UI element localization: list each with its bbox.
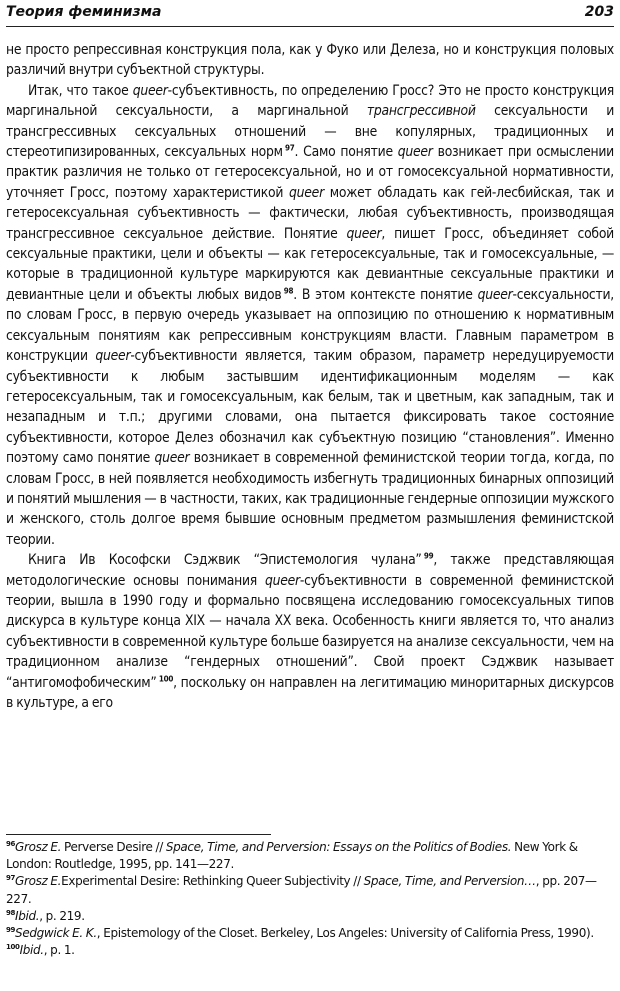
footnote-author: Ibid. (15, 908, 40, 923)
footnote-number: 100 (6, 943, 20, 952)
footnote-author: Grosz E. (15, 874, 62, 889)
footnote-author: Sedgwick E. K. (15, 926, 97, 941)
text-run: -сексуальности, по словам Гросс, в первую очередь указывает на оппозицию по отношению к нормативным сексуальным понятиям как репрессивным конструкциям власти. Главным параметром в конструкции (6, 286, 614, 365)
italic-term: queer (132, 82, 168, 99)
paragraph-2 (6, 81, 614, 550)
paragraph-3 (6, 550, 614, 713)
footnote-98 (6, 908, 614, 925)
text-run: Итак, что такое (28, 82, 133, 99)
footnote-number: 99 (6, 926, 16, 935)
footnote-96 (6, 839, 614, 873)
footnote-99 (6, 925, 614, 942)
italic-term: queer (346, 225, 382, 242)
text-run: Книга Ив Кософски Сэджвик “Эпистемология чулана” (28, 552, 422, 569)
text-run: , поскольку он направлен на легитимацию миноритарных дискурсов в культуре, а его (6, 674, 614, 711)
text-run: -субъективности в современной феминистской теории, вышла в 1990 году и формально посвящена исследованию гомосексуальных типов дискурса в культуре конца XIX — начала XX века. Особенность книги является то, что анализ субъективности в современной культуре больше базируется на анализе сексуальности, чем на традиционном анализе “гендерных отношений”. Свой проект Сэджвик называет “антигомофобическим” (6, 572, 614, 691)
footnote-97 (6, 873, 614, 907)
text-run: возникает в современной феминистской теории тогда, когда, по словам Гросс, в ней появляется необходимость избегнуть традиционных бинарных оппозиций и понятий мышления — в частности, таких, как традиционные гендерные оппозиции мужского и женского, столь долгое время бывшие основным предметом размышления феминистской теории. (6, 450, 614, 548)
footnote-number: 96 (6, 840, 16, 848)
text-run: , также представляющая методологические основы понимания (6, 552, 614, 589)
text-run: не просто репрессивная конструкция пола, как у Фуко или Делеза, но и конструкция половых различий внутри субъектной структуры. (6, 42, 614, 79)
footnotes (6, 839, 614, 959)
footnote-source-title: Space, Time, and Perversion… (363, 874, 536, 889)
text-run: Experimental Desire: Rethinking Queer Subjectivity // (61, 874, 364, 889)
footnote-number: 97 (6, 874, 16, 883)
footnote-ref[interactable]: 98 (283, 286, 294, 296)
text-run: может обладать как гей-лесбийская, так и гетеросексуальная субъективность — фактически, любая субъективность, производящая трансгрессивное сексуальное действие. Понятие (6, 184, 615, 242)
text-run: , пишет Гросс, объединяет собой сексуальные практики, цели и объекты — как гетеросексуальные, так и гомосексуальные, — которые в традиционной культуре маркируются как девиантные сексуальные практики и девиантные цели и объекты любых видов (6, 225, 614, 303)
paragraph-1 (6, 40, 614, 81)
footnote-ref[interactable]: 97 (285, 143, 295, 153)
text-run: , p. 1. (43, 943, 75, 958)
italic-term: queer (397, 144, 433, 161)
footnote-divider (6, 834, 271, 835)
text-run: -субъективность, по определению Гросс? Это не просто конструкция маргинальной сексуальности, а маргинальной (6, 82, 614, 120)
footnote-source-title: Space, Time, and Perversion: Essays on the Politics of Bodies. (165, 840, 512, 854)
page-number: 203 (584, 4, 614, 20)
footnote-ref[interactable]: 100 (158, 674, 174, 683)
text-run: Perverse Desire // (61, 840, 166, 854)
text-run: , Epistemology of the Closet. Berkeley, Los Angeles: University of California Press, 1990). (96, 926, 594, 941)
text-run: , p. 219. (39, 908, 85, 923)
footnote-number: 98 (6, 908, 16, 917)
text-run: . В этом контексте понятие (293, 286, 478, 303)
footnote-author: Ibid. (19, 943, 44, 958)
footnote-author: Grosz E. (15, 840, 62, 854)
text-run: . Само понятие (294, 144, 398, 161)
footnote-ref[interactable]: 99 (423, 551, 434, 561)
text-run: возникает при осмыслении практик различия не только от гетеросексуальной, но и от гомосексуальной нормативности, уточняет Гросс, поэтому характеристикой (6, 144, 614, 201)
body-text (6, 40, 614, 713)
italic-term: трансгрессивной (366, 103, 476, 120)
italic-term: queer (95, 348, 131, 365)
text-run: -субъективности является, таким образом, параметр нередуцируемости субъективности к любым застывшим идентификационным моделям — как гетеросексуальным, так и гомосексуальным, как белым, так и цветным, как западным, так и незападным и т.п.; другими словами, она пытается фиксировать такое состояние субъективности, которое Делез обозначил как субъектную позицию “становления”. Именно поэтому само понятие (6, 348, 614, 467)
italic-term: queer (477, 286, 513, 303)
text-run: New York & London: Routledge, 1995, pp. 141—227. (6, 840, 578, 872)
running-title: Теория феминизма (6, 4, 162, 20)
italic-term: queer (264, 572, 300, 589)
footnote-100 (6, 942, 614, 959)
text-run: , pp. 207—227. (6, 874, 597, 906)
running-header (6, 0, 614, 27)
italic-term: queer (154, 450, 190, 467)
text-run: сексуальности и трансгрессивных сексуальных отношений — вне копулярных, традиционных и стереотипизированных, сексуальных норм (6, 103, 615, 161)
italic-term: queer (289, 184, 324, 201)
